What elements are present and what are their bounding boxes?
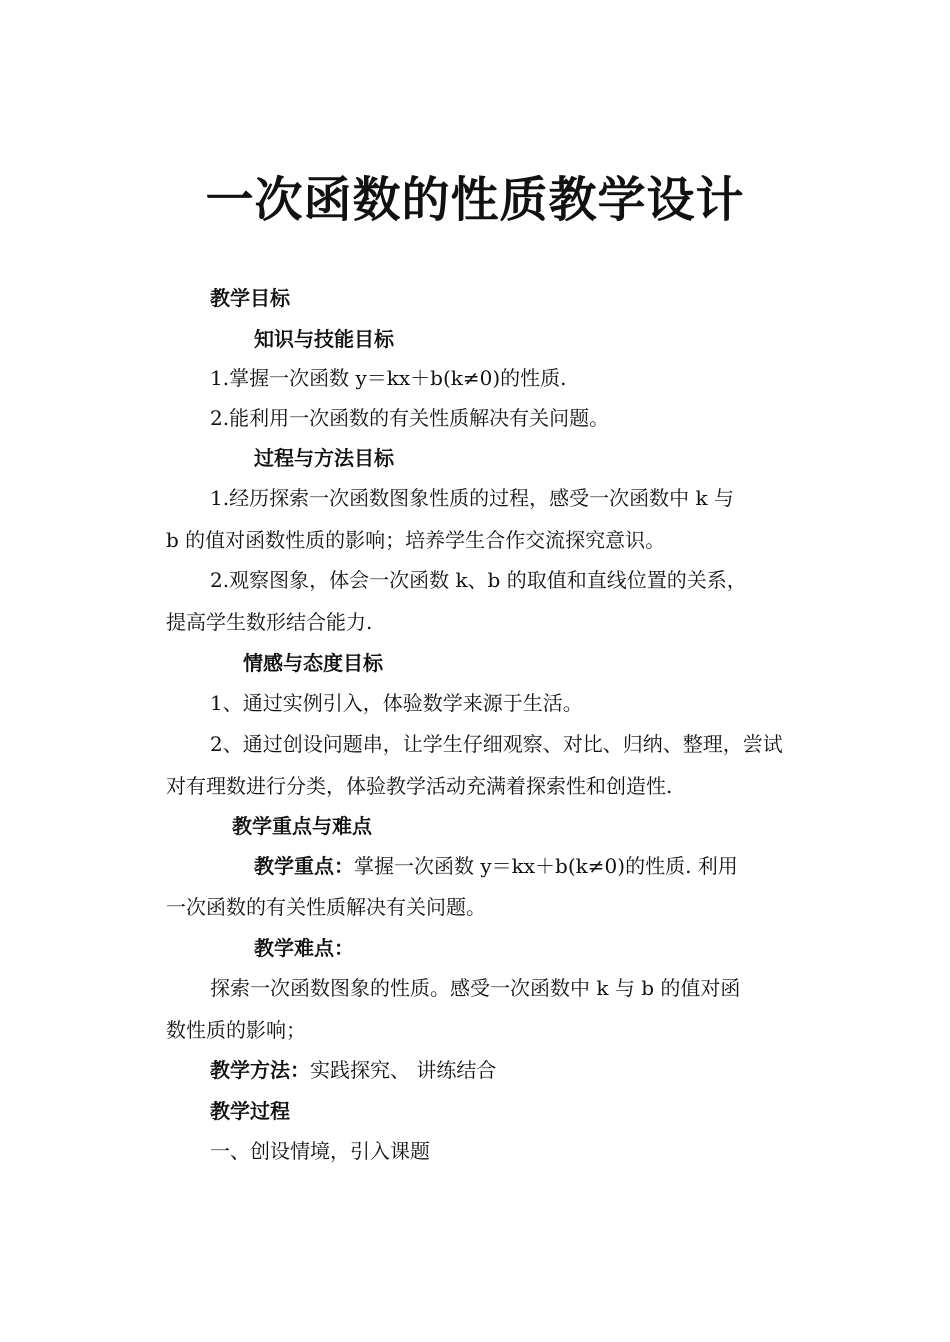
emotion-heading: 情感与态度目标 bbox=[243, 651, 383, 675]
knowledge-item-2: 2.能利用一次函数的有关性质解决有关问题。 bbox=[210, 406, 610, 430]
process-steps-heading: 教学过程 bbox=[210, 1099, 290, 1123]
process-heading: 过程与方法目标 bbox=[254, 446, 394, 470]
objectives-heading: 教学目标 bbox=[210, 286, 290, 310]
method-line bbox=[210, 1056, 496, 1084]
step-1: 一、创设情境，引入课题 bbox=[210, 1139, 430, 1163]
process-item-2-line-2: 提高学生数形结合能力. bbox=[166, 610, 373, 634]
difficulty-line-2: 数性质的影响； bbox=[166, 1018, 306, 1042]
focus-line-1 bbox=[254, 852, 738, 880]
focus-text: 掌握一次函数 y＝kx＋b(k≠0)的性质. 利用 bbox=[354, 854, 738, 878]
method-label: 教学方法： bbox=[210, 1058, 310, 1082]
process-item-2-line-1: 2.观察图象，体会一次函数 k、b 的取值和直线位置的关系， bbox=[210, 568, 747, 592]
emotion-item-2-line-2: 对有理数进行分类，体验教学活动充满着探索性和创造性. bbox=[166, 774, 673, 798]
focus-line-2: 一次函数的有关性质解决有关问题。 bbox=[166, 895, 486, 919]
process-item-1-line-2: b 的值对函数性质的影响；培养学生合作交流探究意识。 bbox=[166, 528, 666, 552]
focus-label: 教学重点： bbox=[254, 854, 354, 878]
method-text: 实践探究、 讲练结合 bbox=[310, 1058, 497, 1082]
process-item-1-line-1: 1.经历探索一次函数图象性质的过程，感受一次函数中 k 与 bbox=[210, 486, 734, 510]
knowledge-item-1: 1.掌握一次函数 y＝kx＋b(k≠0)的性质. bbox=[210, 366, 567, 390]
knowledge-heading: 知识与技能目标 bbox=[254, 327, 394, 351]
difficulty-label: 教学难点： bbox=[254, 936, 354, 960]
key-points-heading: 教学重点与难点 bbox=[232, 814, 372, 838]
emotion-item-1: 1、通过实例引入，体验数学来源于生活。 bbox=[210, 691, 583, 715]
emotion-item-2-line-1: 2、通过创设问题串，让学生仔细观察、对比、归纳、整理，尝试 bbox=[210, 732, 783, 756]
document-title: 一次函数的性质教学设计 bbox=[205, 172, 745, 228]
difficulty-line-1: 探索一次函数图象的性质。感受一次函数中 k 与 b 的值对函 bbox=[210, 976, 741, 1000]
